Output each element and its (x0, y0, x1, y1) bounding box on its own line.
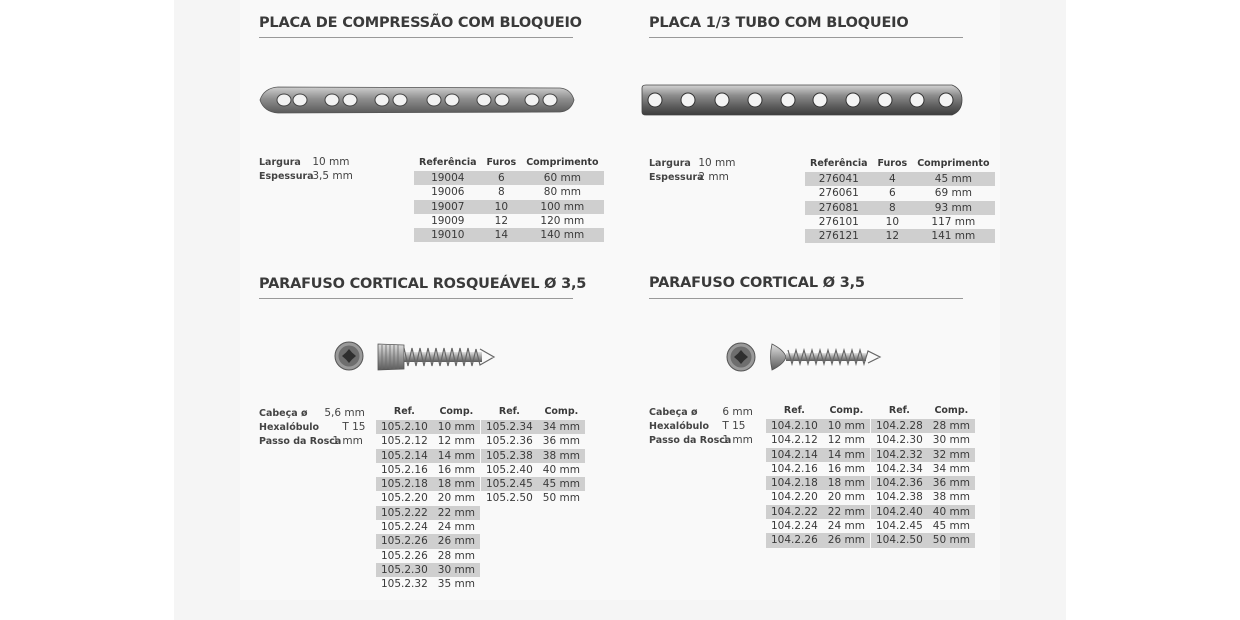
table-row: 19009 12 120 mm (431, 214, 585, 227)
table-row: 19010 14 140 mm (414, 228, 604, 242)
table-row: 104.2.12 12 mm (771, 434, 865, 447)
spec-hexalobe: Hexalóbulo T 15 (259, 421, 366, 433)
column-header: Comp. (934, 405, 969, 416)
table-row: 105.2.22 22 mm (376, 506, 480, 520)
table-row: 105.2.50 50 mm (486, 492, 580, 505)
column-header: Comp. (439, 406, 474, 417)
table-row: 104.2.30 30 mm (876, 434, 970, 447)
spec-thread-pitch: Passo da Rosca 1 mm (259, 435, 363, 447)
table-row: 19007 10 100 mm (414, 200, 604, 214)
cortical-screw-table-a (766, 405, 870, 548)
table-row: 105.2.30 30 mm (376, 563, 480, 577)
section-title: PLACA DE COMPRESSÃO COM BLOQUEIO (259, 15, 582, 31)
spec-head-diameter: Cabeça ø 5,6 mm (259, 407, 365, 419)
title-underline (259, 37, 573, 38)
column-header: Ref. (888, 405, 910, 416)
table-row: 105.2.38 38 mm (481, 449, 585, 463)
table-row: 19004 6 60 mm (414, 171, 604, 185)
screw-head-icon (333, 340, 365, 372)
table-row: 104.2.26 26 mm (766, 533, 870, 547)
table-row: 105.2.20 20 mm (381, 492, 475, 505)
spec-thread-pitch: Passo da Rosca 1 mm (649, 434, 753, 446)
table-row: 104.2.32 32 mm (871, 448, 975, 462)
compression-plate-image (256, 80, 576, 120)
spec-hexalobe: Hexalóbulo T 15 (649, 420, 746, 432)
table-row: 104.2.28 28 mm (871, 419, 975, 433)
table-row: 105.2.36 36 mm (486, 435, 580, 448)
title-underline (259, 298, 573, 299)
spec-width: Largura 10 mm (259, 156, 350, 168)
table-row: 105.2.26 26 mm (376, 534, 480, 548)
threaded-screw-table-b (481, 406, 585, 506)
column-header: Comp. (544, 406, 579, 417)
spec-thickness: Espessura 3,5 mm (259, 170, 353, 182)
table-row: 105.2.40 40 mm (486, 463, 580, 476)
table-row: 276061 6 69 mm (818, 187, 972, 200)
cortical-screw-image (768, 340, 884, 374)
table-row: 105.2.45 45 mm (481, 477, 585, 491)
table-row: 276101 10 117 mm (818, 215, 976, 228)
section-title: PARAFUSO CORTICAL ROSQUEÁVEL Ø 3,5 (259, 276, 587, 292)
compression-plate-table (414, 157, 604, 242)
table-row: 104.2.45 45 mm (876, 520, 970, 533)
column-header: Comprimento (526, 157, 599, 168)
table-row: 105.2.24 24 mm (381, 521, 475, 534)
column-header: Comp. (829, 405, 864, 416)
table-row: 104.2.22 22 mm (766, 505, 870, 519)
tube-plate-image (640, 83, 964, 117)
column-header: Referência (810, 158, 868, 169)
column-header: Furos (486, 157, 517, 168)
table-row: 104.2.16 16 mm (771, 462, 865, 475)
column-header: Ref. (498, 406, 520, 417)
table-row: 105.2.32 35 mm (381, 578, 475, 591)
section-title: PLACA 1/3 TUBO COM BLOQUEIO (649, 15, 909, 31)
table-row: 104.2.40 40 mm (871, 505, 975, 519)
column-header: Ref. (783, 405, 805, 416)
table-row: 105.2.14 14 mm (376, 449, 480, 463)
column-header: Furos (877, 158, 908, 169)
table-row: 104.2.20 20 mm (771, 491, 865, 504)
column-header: Ref. (393, 406, 415, 417)
tube-plate-table (805, 158, 995, 243)
column-header: Comprimento (917, 158, 990, 169)
table-row: 104.2.50 50 mm (871, 533, 975, 547)
table-row: 104.2.24 24 mm (771, 520, 865, 533)
title-underline (649, 298, 963, 299)
table-row: 104.2.38 38 mm (876, 491, 970, 504)
table-row: 104.2.18 18 mm (766, 476, 870, 490)
table-row: 276041 4 45 mm (805, 172, 995, 186)
spec-head-diameter: Cabeça ø 6 mm (649, 406, 753, 418)
section-title: PARAFUSO CORTICAL Ø 3,5 (649, 275, 865, 291)
table-row: 105.2.12 12 mm (381, 435, 475, 448)
table-row: 105.2.34 34 mm (481, 420, 585, 434)
table-row: 105.2.16 16 mm (381, 463, 475, 476)
spec-thickness: Espessura 2 mm (649, 171, 729, 183)
cortical-screw-table-b (871, 405, 975, 548)
title-underline (649, 37, 963, 38)
table-row: 276081 8 93 mm (805, 201, 995, 215)
table-row: 105.2.26 28 mm (381, 549, 475, 562)
table-row: 104.2.14 14 mm (766, 448, 870, 462)
threaded-screw-table-a (376, 406, 480, 592)
table-row: 19006 8 80 mm (431, 186, 581, 199)
threaded-screw-image (376, 340, 496, 374)
table-row: 105.2.18 18 mm (376, 477, 480, 491)
screw-head-icon (725, 341, 757, 373)
table-row: 276121 12 141 mm (805, 229, 995, 243)
table-row: 104.2.10 10 mm (766, 419, 870, 433)
column-header: Referência (419, 157, 477, 168)
spec-width: Largura 10 mm (649, 157, 736, 169)
table-row: 104.2.34 34 mm (876, 462, 970, 475)
table-row: 104.2.36 36 mm (871, 476, 975, 490)
table-row: 105.2.10 10 mm (376, 420, 480, 434)
